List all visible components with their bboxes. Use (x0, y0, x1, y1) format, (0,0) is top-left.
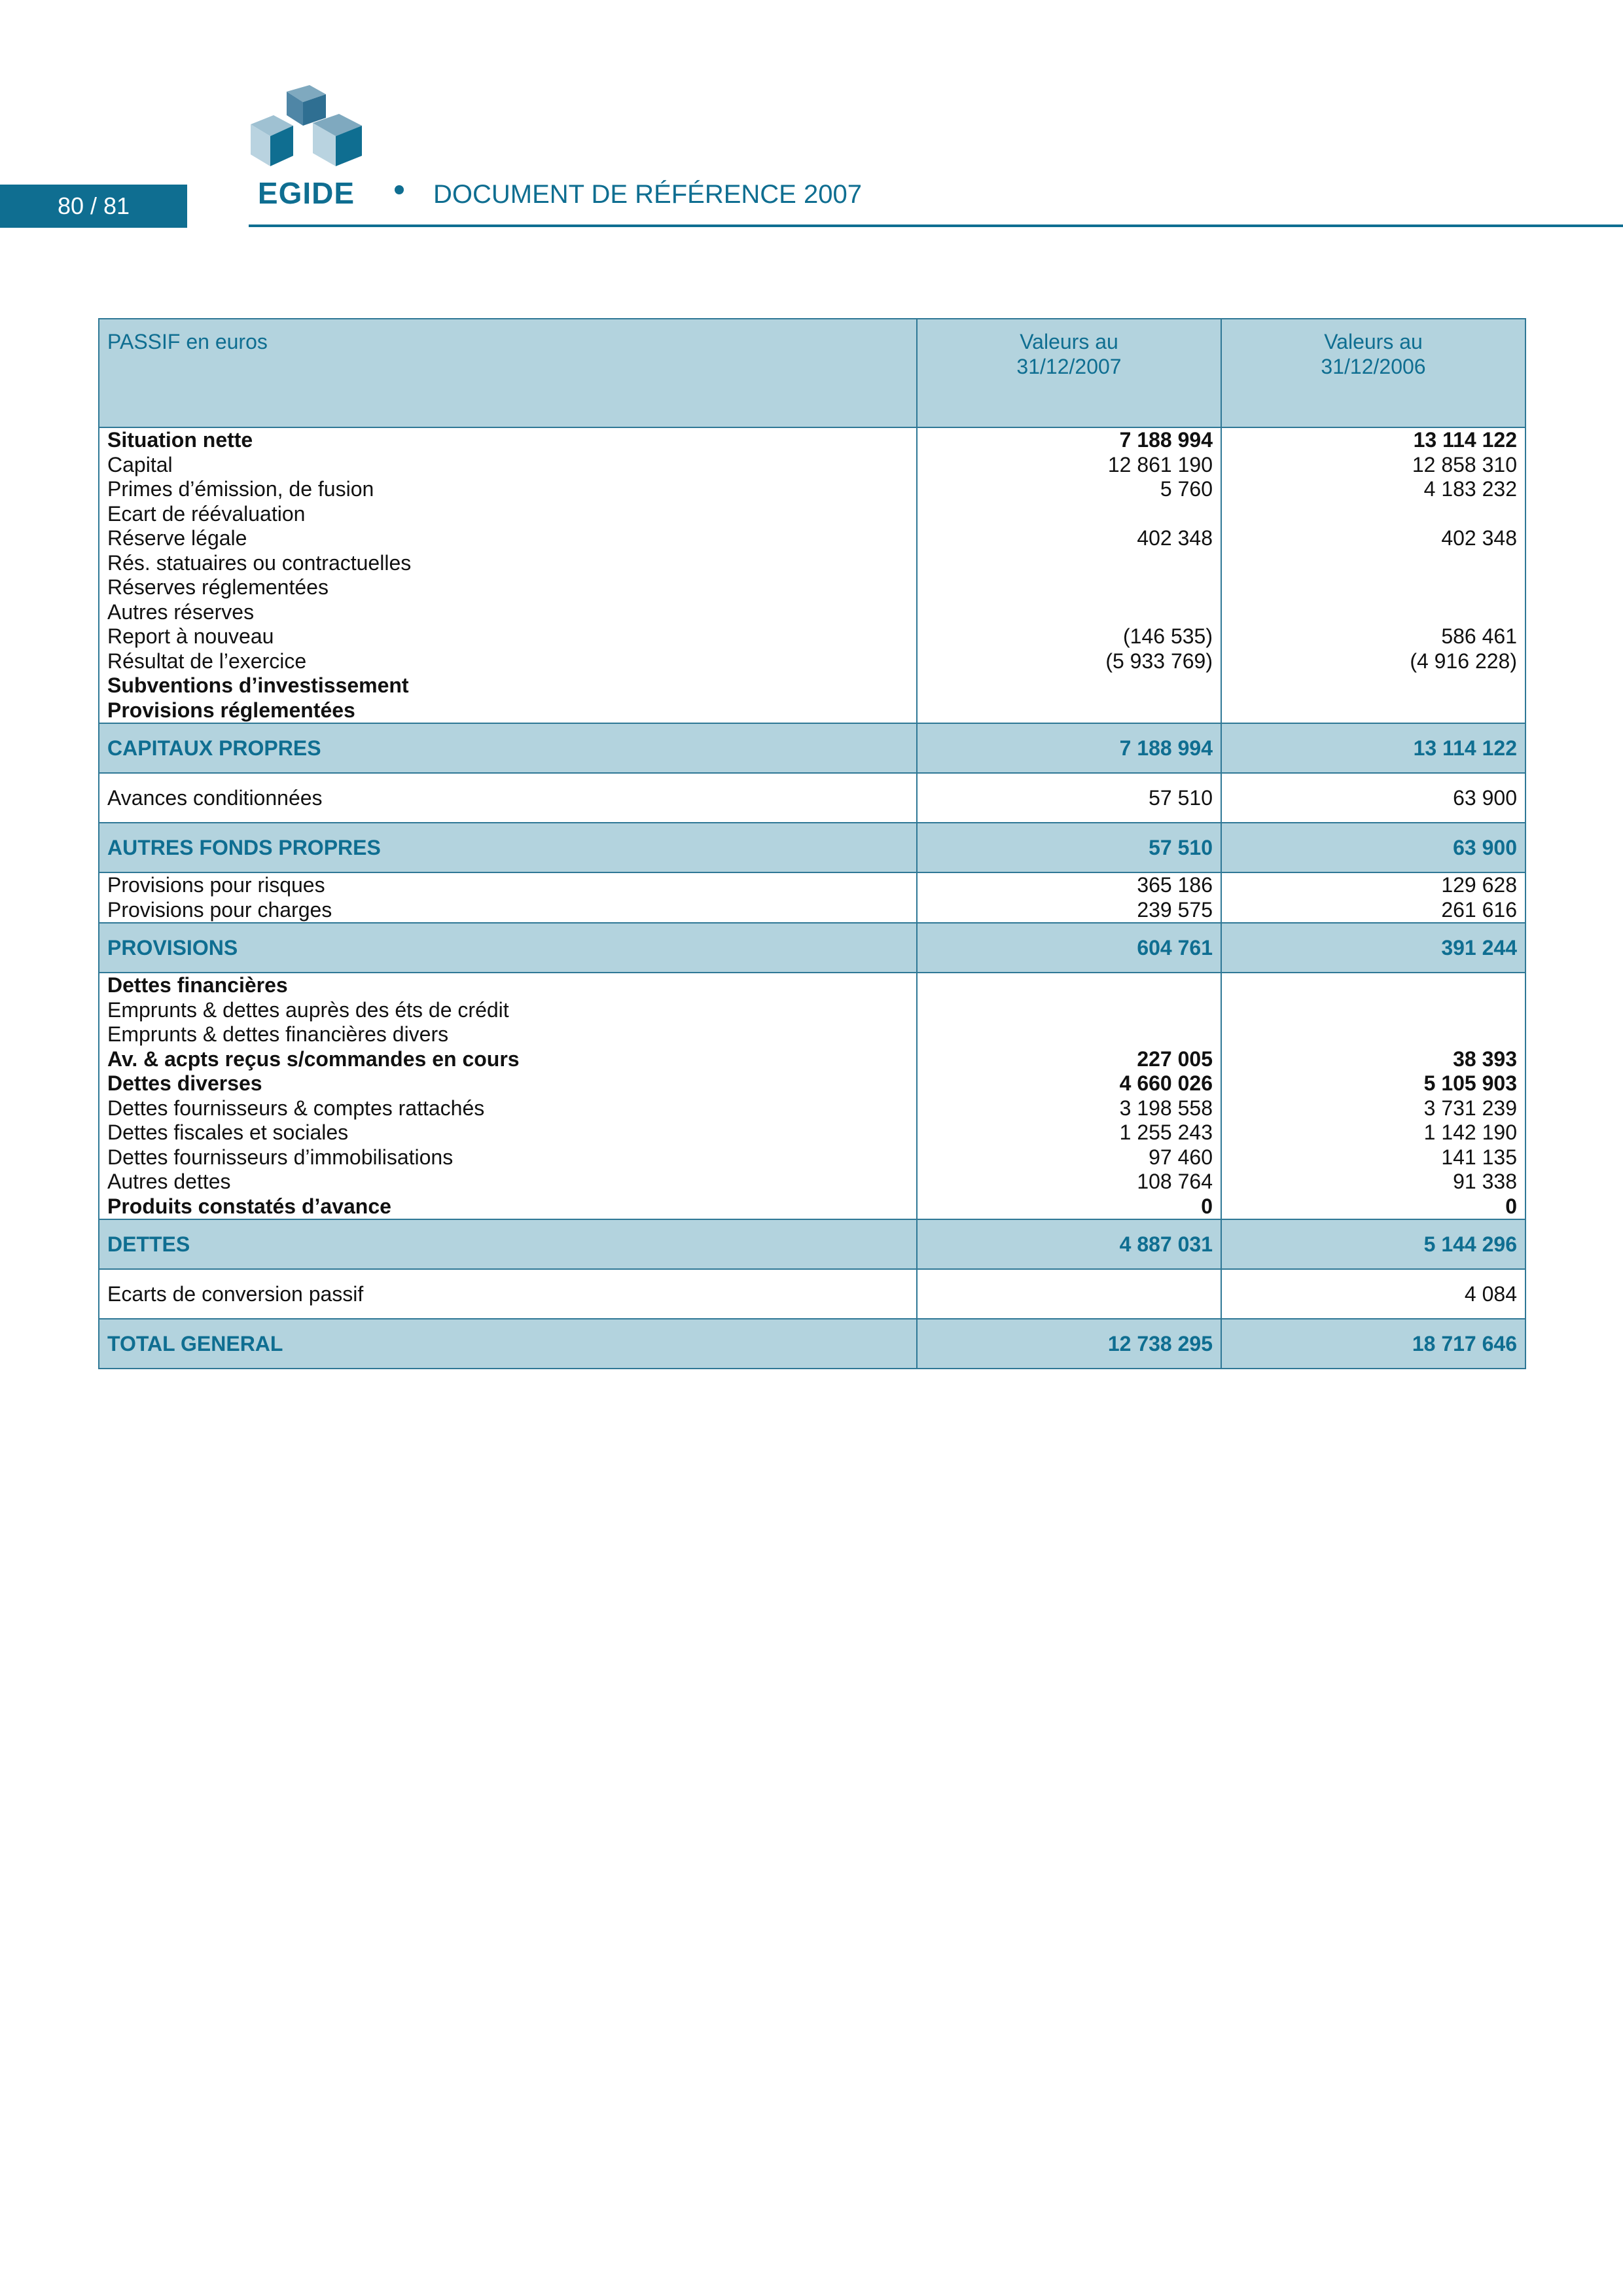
value-2006: 586 461 (1441, 624, 1517, 648)
value-2006: 129 628 (1441, 873, 1517, 897)
avances-row (99, 773, 1525, 823)
row-label: Report à nouveau (107, 624, 274, 648)
total-label: AUTRES FONDS PROPRES (99, 823, 917, 872)
provisions-labels (99, 872, 917, 923)
value-2007: 227 005 (1137, 1047, 1213, 1071)
capitaux-values-2007 (917, 427, 1221, 723)
header-divider (249, 224, 1623, 227)
row-label: Produits constatés d’avance (107, 1194, 391, 1218)
document-title: DOCUMENT DE RÉFÉRENCE 2007 (433, 180, 862, 209)
total-2007: 7 188 994 (917, 723, 1221, 773)
passif-table (98, 318, 1526, 1369)
provisions-values-2007 (917, 872, 1221, 923)
value-2007 (917, 1269, 1221, 1319)
row-label: Rés. statuaires ou contractuelles (107, 550, 412, 575)
value-2007 (925, 673, 1213, 698)
value-2006 (1230, 575, 1517, 600)
row-label: Dettes fournisseurs d’immobilisations (107, 1145, 454, 1169)
autres-fonds-total-row (99, 823, 1525, 872)
total-label: CAPITAUX PROPRES (99, 723, 917, 773)
row-label: Dettes financières (107, 973, 288, 997)
row-label: Primes d’émission, de fusion (107, 477, 374, 501)
row-label: Résultat de l’exercice (107, 649, 307, 673)
value-2007: 108 764 (1137, 1170, 1213, 1193)
page-indicator: 80 / 81 (0, 185, 187, 228)
total-2006: 13 114 122 (1221, 723, 1525, 773)
row-label: Provisions pour charges (107, 897, 332, 922)
header-2006: Valeurs au 31/12/2006 (1221, 319, 1525, 427)
dettes-detail-row (99, 973, 1525, 1219)
value-2006: 5 105 903 (1423, 1071, 1517, 1095)
capitaux-total-row (99, 723, 1525, 773)
value-2007: 402 348 (1137, 526, 1213, 550)
value-2007 (925, 502, 1213, 527)
row-label: Situation nette (107, 428, 253, 452)
total-2006: 391 244 (1221, 923, 1525, 973)
table-header-row (99, 319, 1525, 427)
total-label: DETTES (99, 1219, 917, 1269)
value-2007: 365 186 (1137, 873, 1213, 897)
value-2007 (925, 698, 1213, 723)
value-2006: 141 135 (1441, 1145, 1517, 1169)
total-2006: 5 144 296 (1221, 1219, 1525, 1269)
logo-text: EGIDE (257, 176, 355, 210)
dettes-labels (99, 973, 917, 1219)
value-2007: 0 (1201, 1194, 1213, 1218)
total-2006: 63 900 (1221, 823, 1525, 872)
value-2006: 4 183 232 (1423, 477, 1517, 501)
row-label: Avances conditionnées (99, 773, 917, 823)
total-2007: 12 738 295 (917, 1319, 1221, 1369)
row-label: Dettes fiscales et sociales (107, 1121, 349, 1144)
provisions-detail-row (99, 872, 1525, 923)
capitaux-detail-row (99, 427, 1525, 723)
total-2007: 604 761 (917, 923, 1221, 973)
row-label: Emprunts & dettes auprès des éts de crédit (107, 997, 509, 1022)
total-2007: 57 510 (917, 823, 1221, 872)
row-label: Autres dettes (107, 1170, 231, 1193)
total-2006: 18 717 646 (1221, 1319, 1525, 1369)
value-2006 (1230, 1022, 1517, 1047)
value-2006 (1230, 998, 1517, 1023)
value-2006: (4 916 228) (1410, 649, 1517, 673)
row-label: Provisions réglementées (107, 698, 355, 722)
value-2006: 0 (1505, 1194, 1517, 1218)
ecarts-row (99, 1269, 1525, 1319)
value-2006 (1230, 673, 1517, 698)
capitaux-labels (99, 427, 917, 723)
value-2006: 261 616 (1441, 897, 1517, 922)
row-label: Dettes fournisseurs & comptes rattachés (107, 1096, 485, 1120)
value-2007: 57 510 (917, 773, 1221, 823)
value-2007 (925, 600, 1213, 625)
value-2006: 13 114 122 (1413, 428, 1517, 452)
value-2006 (1230, 600, 1517, 625)
value-2006: 38 393 (1453, 1047, 1517, 1071)
value-2007 (925, 551, 1213, 576)
value-2007: 7 188 994 (1119, 428, 1213, 452)
row-label: Emprunts & dettes financières divers (107, 1022, 449, 1046)
value-2007: 4 660 026 (1119, 1071, 1213, 1095)
row-label: Autres réserves (107, 600, 255, 624)
row-label: Ecart de réévaluation (107, 501, 306, 526)
value-2006: 3 731 239 (1423, 1096, 1517, 1120)
value-2006: 4 084 (1221, 1269, 1525, 1319)
row-label: Réserve légale (107, 526, 247, 550)
value-2006 (1230, 502, 1517, 527)
row-label: Provisions pour risques (107, 873, 325, 897)
value-2007: 5 760 (1160, 477, 1213, 501)
provisions-total-row (99, 923, 1525, 973)
value-2006 (1230, 698, 1517, 723)
value-2007 (925, 1022, 1213, 1047)
value-2007: 1 255 243 (1119, 1121, 1213, 1144)
header-label: PASSIF en euros (99, 319, 917, 427)
row-label: Réserves réglementées (107, 575, 329, 599)
provisions-values-2006 (1221, 872, 1525, 923)
total-2007: 4 887 031 (917, 1219, 1221, 1269)
value-2007: 3 198 558 (1119, 1096, 1213, 1120)
capitaux-values-2006 (1221, 427, 1525, 723)
total-label: PROVISIONS (99, 923, 917, 973)
value-2006: 402 348 (1441, 526, 1517, 550)
header-2007: Valeurs au 31/12/2007 (917, 319, 1221, 427)
dettes-values-2007 (917, 973, 1221, 1219)
value-2006: 12 858 310 (1412, 452, 1517, 476)
dettes-total-row (99, 1219, 1525, 1269)
value-2007: 239 575 (1137, 897, 1213, 922)
value-2006 (1230, 973, 1517, 998)
row-label: Dettes diverses (107, 1071, 262, 1095)
value-2006: 63 900 (1221, 773, 1525, 823)
bullet-icon (395, 185, 404, 194)
value-2007: 97 460 (1149, 1145, 1213, 1169)
row-label: Capital (107, 452, 173, 476)
value-2007: (146 535) (1123, 624, 1213, 648)
value-2006: 1 142 190 (1423, 1121, 1517, 1144)
value-2007: (5 933 769) (1105, 649, 1213, 673)
value-2006 (1230, 551, 1517, 576)
value-2007: 12 861 190 (1107, 452, 1213, 476)
value-2007 (925, 575, 1213, 600)
value-2006: 91 338 (1453, 1170, 1517, 1193)
value-2007 (925, 998, 1213, 1023)
row-label: Ecarts de conversion passif (99, 1269, 917, 1319)
total-label: TOTAL GENERAL (99, 1319, 917, 1369)
row-label: Av. & acpts reçus s/commandes en cours (107, 1047, 520, 1071)
dettes-values-2006 (1221, 973, 1525, 1219)
value-2007 (925, 973, 1213, 998)
row-label: Subventions d’investissement (107, 673, 409, 697)
grand-total-row (99, 1319, 1525, 1369)
